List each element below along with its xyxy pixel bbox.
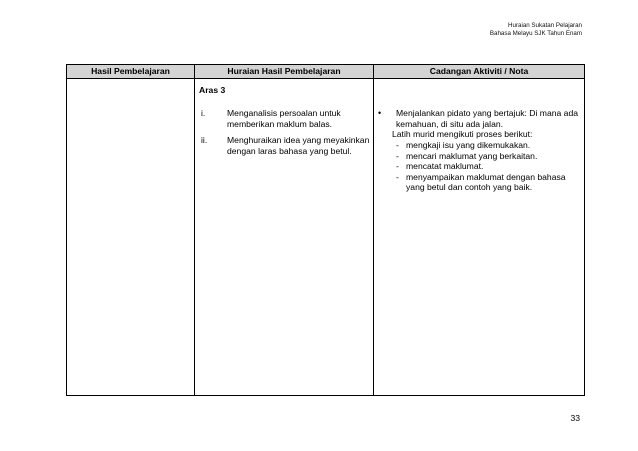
curriculum-table: [66, 64, 585, 396]
aras-title: Aras 3: [199, 85, 226, 95]
page-header: [490, 22, 582, 38]
steps-intro: Latih murid mengikuti proses berikut:: [392, 129, 533, 139]
item-text: Menganalisis persoalan untuk memberikan maklum balas.: [227, 108, 341, 129]
step-text: mengkaji isu yang dikemukakan.: [406, 140, 531, 150]
header-subject-level: Bahasa Melayu SJK Tahun Enam: [489, 30, 582, 37]
cell-hasil: [67, 79, 195, 396]
dash-icon: -: [396, 161, 399, 172]
item-text: Menghuraikan idea yang meyakinkan dengan laras bahasa yang betul.: [227, 135, 370, 156]
step-text: menyampaikan maklumat dengan bahasa yang betul dan contoh yang baik.: [406, 171, 566, 193]
header-document-title: Huraian Sukatan Pelajaran: [508, 22, 582, 29]
dash-icon: -: [396, 150, 399, 161]
dash-icon: -: [396, 171, 399, 182]
bullet-icon: •: [378, 108, 382, 118]
page-number: 33: [570, 413, 580, 423]
item-number: ii.: [201, 135, 208, 145]
table-row: [67, 79, 585, 396]
steps-list: [396, 140, 581, 193]
column-header-huraian: Huraian Hasil Pembelajaran: [195, 65, 374, 79]
list-item: [396, 161, 581, 172]
list-item: [396, 172, 581, 193]
list-item: [396, 140, 581, 151]
item-number: i.: [201, 108, 206, 118]
cell-huraian: [195, 79, 374, 396]
column-header-hasil: Hasil Pembelajaran: [67, 65, 195, 79]
table-header-row: [67, 65, 585, 79]
cell-cadangan: [374, 79, 585, 396]
list-item: [396, 151, 581, 162]
activity-text: Menjalankan pidato yang bertajuk: Di mana ada kemahuan, di situ ada jalan.: [396, 108, 579, 129]
dash-icon: -: [396, 140, 399, 150]
step-text: mencari maklumat yang berkaitan.: [406, 150, 538, 161]
column-header-cadangan: Cadangan Aktiviti / Nota: [374, 65, 585, 79]
step-text: mencatat maklumat.: [406, 161, 484, 172]
